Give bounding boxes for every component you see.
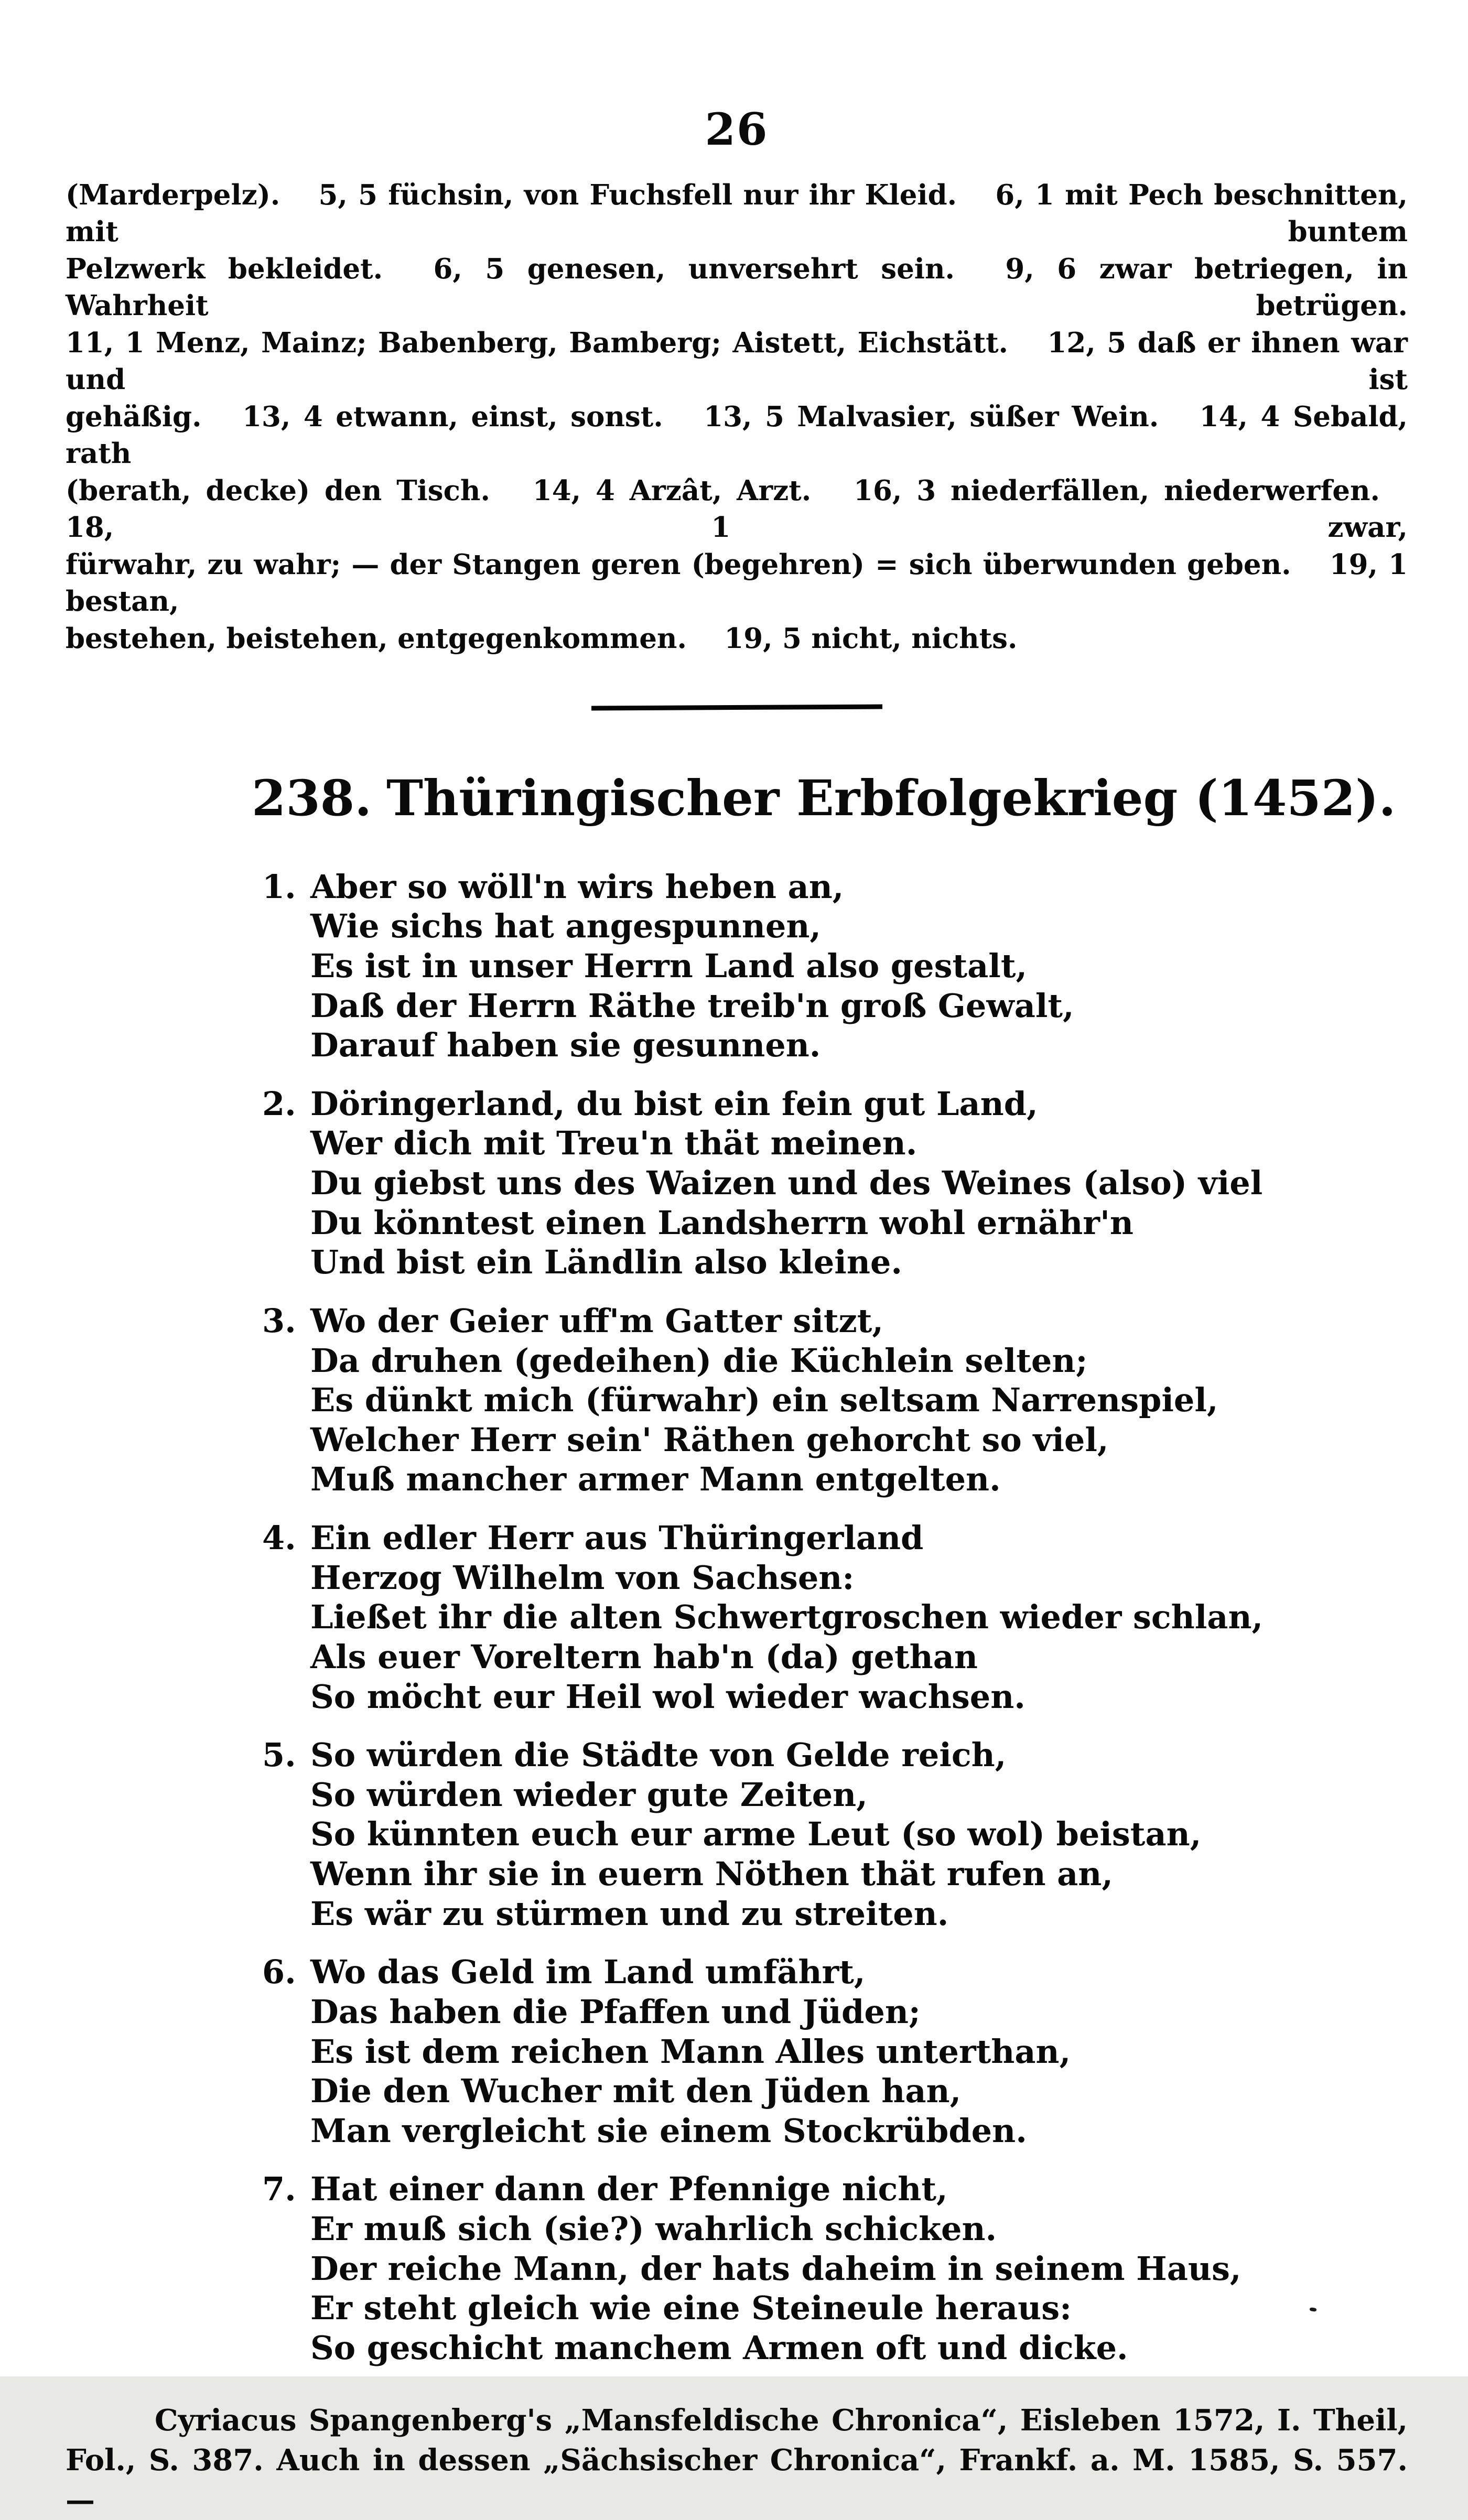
verse-line: Die den Wucher mit den Jüden han, [310, 2072, 962, 2111]
verse-line: Wer dich mit Treu'n thät meinen. [310, 1124, 917, 1163]
verse-line: Daß der Herrn Räthe treib'n groß Gewalt, [310, 986, 1074, 1025]
section-title-text: Thüringischer Erbfolgekrieg [386, 770, 1178, 828]
verse-line: Darauf haben sie gesunnen. [310, 1026, 821, 1065]
verse-line: So würden die Städte von Gelde reich, [310, 1736, 1007, 1775]
verse-line: Er steht gleich wie eine Steineule heraus: [310, 2289, 1072, 2328]
verse-line: So geschicht manchem Armen oft und dicke. [310, 2328, 1128, 2367]
verse-line: Er muß sich (sie?) wahrlich schicken. [310, 2210, 997, 2248]
verse-line: Man vergleicht sie einem Stockrübden. [310, 2111, 1027, 2150]
verse-lines [310, 1952, 1408, 2150]
verse-line: Welcher Herr sein' Räthen gehorcht so viel, [310, 1420, 1109, 1459]
verse-number: 5. [262, 1736, 296, 1775]
verse-lines [310, 1518, 1408, 1716]
verse-line: So möcht eur Heil wol wieder wachsen. [310, 1677, 1026, 1716]
verse-line: Der reiche Mann, der hats daheim in seinem Haus, [310, 2249, 1242, 2288]
poem [262, 867, 1408, 2368]
verse-line: Als euer Voreltern hab'n (da) gethan [310, 1637, 978, 1676]
annotations-block [66, 177, 1408, 657]
verse-4 [262, 1518, 1408, 1716]
verse-line: Das haben die Pfaffen und Jüden; [310, 1992, 921, 2031]
verse-line: Es ist in unser Herrn Land also gestalt, [310, 946, 1028, 985]
verse-lines [310, 1735, 1408, 1933]
verse-number: 4. [262, 1519, 296, 1558]
verse-line: Herzog Wilhelm von Sachsen: [310, 1558, 855, 1597]
verse-line: Wenn ihr sie in euern Nöthen thät rufen an, [310, 1855, 1113, 1894]
verse-line: Es dünkt mich (fürwahr) ein seltsam Narrenspiel, [310, 1381, 1218, 1420]
verse-line: Es ist dem reichen Mann Alles unterthan, [310, 2032, 1071, 2071]
section-year: (1452). [1195, 770, 1396, 828]
annotation-line: (Marderpelz). 5, 5 füchsin, von Fuchsfell nur ihr Kleid. 6, 1 mit Pech beschnitten, mit buntem [66, 179, 1408, 248]
verse-line: Muß mancher armer Mann entgelten. [310, 1460, 1001, 1499]
citation-line: Cyriacus Spangenberg's „Mansfeldische Chronica“, Eisleben 1572, I. Theil, [155, 2403, 1408, 2438]
verse-line: Wie sichs hat angespunnen, [310, 907, 822, 946]
verse-line: Hat einer dann der Pfennige nicht, [310, 2170, 948, 2209]
verse-number: 1. [262, 867, 296, 906]
verse-3 [262, 1301, 1408, 1499]
verse-line: So künnten euch eur arme Leut (so wol) beistan, [310, 1815, 1202, 1854]
verse-line: Da druhen (gedeihen) die Küchlein selten; [310, 1341, 1088, 1380]
verse-lines [310, 1301, 1408, 1499]
verse-line: Es wär zu stürmen und zu streiten. [310, 1894, 949, 1933]
verse-7 [262, 2169, 1408, 2367]
annotation-line: gehäßig. 13, 4 etwann, einst, sonst. 13, 5 Malvasier, süßer Wein. 14, 4 Sebald, rath [66, 400, 1408, 470]
verse-number: 7. [262, 2170, 296, 2209]
verse-number: 6. [262, 1953, 296, 1992]
verse-line: Du giebst uns des Waizen und des Weines (also) viel [310, 1164, 1263, 1203]
verse-line: So würden wieder gute Zeiten, [310, 1775, 868, 1814]
verse-lines [310, 867, 1408, 1065]
annotation-line: bestehen, beistehen, entgegenkommen. 19, 5 nicht, nichts. [66, 622, 1018, 655]
section-number: 238. [252, 770, 372, 828]
verse-6 [262, 1952, 1408, 2150]
annotation-line: Pelzwerk bekleidet. 6, 5 genesen, unversehrt sein. 9, 6 zwar betriegen, in Wahrheit betrügen. [66, 252, 1408, 322]
citation-line: Fol., S. 387. Auch in dessen „Sächsischer Chronica“, Frankf. a. M. 1585, S. 557. — [66, 2442, 1408, 2517]
annotation-line: fürwahr, zu wahr; — der Stangen geren (begehren) = sich überwunden geben. 19, 1 bestan, [66, 548, 1408, 618]
verse-number: 3. [262, 1301, 296, 1340]
verse-line: Wo der Geier uff'm Gatter sitzt, [310, 1301, 883, 1340]
verse-lines [310, 1084, 1408, 1282]
verse-line: Und bist ein Ländlin also kleine. [310, 1243, 902, 1282]
section-title [252, 772, 1408, 826]
verse-line: Du könntest einen Landsherrn wohl ernähr'n [310, 1203, 1134, 1242]
verse-1 [262, 867, 1408, 1065]
verse-line: Ließet ihr die alten Schwertgroschen wieder schlan, [310, 1598, 1264, 1637]
verse-number: 2. [262, 1084, 296, 1123]
verse-line: Döringerland, du bist ein fein gut Land, [310, 1084, 1038, 1123]
annotation-line: 11, 1 Menz, Mainz; Babenberg, Bamberg; Aistett, Eichstätt. 12, 5 daß er ihnen war und ist [66, 326, 1408, 396]
verse-line: Wo das Geld im Land umfährt, [310, 1953, 866, 1992]
annotation-line: (berath, decke) den Tisch. 14, 4 Arzât, Arzt. 16, 3 niederfällen, niederwerfen. 18, 1 zwar, [66, 474, 1408, 544]
source-citation [66, 2400, 1408, 2520]
page-number: 26 [705, 103, 769, 155]
verse-2 [262, 1084, 1408, 1282]
verse-lines [310, 2169, 1408, 2367]
verse-line: Aber so wöll'n wirs heben an, [310, 867, 844, 906]
section-divider [591, 705, 882, 711]
verse-5 [262, 1735, 1408, 1933]
verse-line: Ein edler Herr aus Thüringerland [310, 1519, 924, 1558]
